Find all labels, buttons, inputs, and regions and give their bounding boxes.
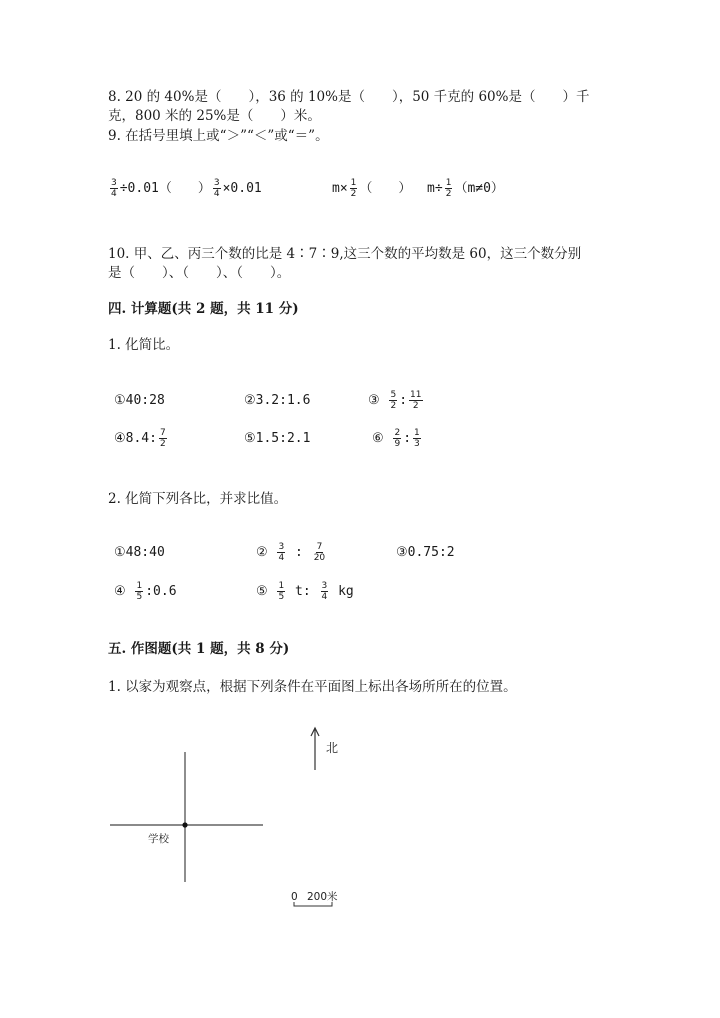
numerator: 3	[278, 542, 285, 552]
denominator: 4	[213, 189, 220, 199]
expr-text: ④8.4:	[114, 430, 157, 446]
numerator: 1	[414, 428, 420, 438]
numerator: 7	[316, 542, 323, 552]
numerator: 7	[159, 428, 166, 438]
s4p1-item5: ⑤1.5:2.1	[244, 431, 311, 446]
numerator: 11	[410, 390, 422, 400]
denominator: 20	[313, 553, 326, 563]
expr-text: （ ） m÷	[359, 180, 443, 196]
numerator: 1	[136, 581, 143, 591]
denominator: 3	[414, 439, 420, 449]
expr-text: :	[399, 392, 408, 408]
expr-text: ÷0.01（ ）	[119, 180, 211, 196]
s4p2-item1: ①48:40	[114, 545, 165, 560]
s4p1-item1: ①40:28	[114, 393, 165, 408]
numerator: 1	[350, 178, 357, 188]
expr-text: ⑤	[256, 583, 268, 599]
denominator: 4	[111, 189, 117, 199]
q10-line2: 是（ ）、（ ）、（ ）。	[108, 265, 291, 281]
numerator: 1	[445, 178, 452, 188]
q10-line1: 10. 甲、乙、丙三个数的比是 4∶7∶9,这三个数的平均数是 60，这三个数分别	[108, 246, 582, 262]
s4p1-item2: ②3.2:1.6	[244, 393, 311, 408]
expr-text: kg	[338, 583, 354, 599]
q8-line2: 克，800 米的 25%是（ ）米。	[108, 108, 321, 124]
numerator: 5	[390, 390, 397, 400]
scale-label: 200米	[307, 891, 338, 903]
section4-p2-label: 2. 化简下列各比，并求比值。	[108, 491, 288, 507]
denominator: 9	[394, 439, 401, 449]
numerator: 3	[213, 178, 220, 188]
denominator: 4	[321, 592, 328, 602]
school-point	[182, 822, 187, 827]
denominator: 2	[159, 439, 166, 449]
expr-text: :	[403, 430, 412, 446]
expr-text: :0.6	[145, 583, 177, 599]
numerator: 1	[278, 581, 285, 591]
section4-p1-label: 1. 化简比。	[108, 337, 180, 353]
section5-p1-label: 1. 以家为观察点，根据下列条件在平面图上标出各场所所在的位置。	[108, 679, 517, 695]
north-label: 北	[326, 741, 339, 755]
denominator: 2	[412, 401, 419, 411]
scale-zero: 0	[291, 891, 298, 903]
numerator: 3	[321, 581, 328, 591]
q9-instruction: 9. 在括号里填上或“＞”“＜”或“＝”。	[108, 128, 329, 144]
expr-text: ×0.01	[222, 180, 262, 196]
expr-text: ④	[114, 583, 126, 599]
numerator: 2	[394, 428, 401, 438]
expr-text: m×	[332, 180, 348, 196]
numerator: 3	[111, 178, 117, 188]
denominator: 5	[136, 592, 143, 602]
expr-text: ③	[368, 392, 380, 408]
denominator: 2	[390, 401, 397, 411]
s4p2-item3: ③0.75:2	[396, 545, 455, 560]
denominator: 2	[445, 189, 452, 199]
q8-line1: 8. 20 的 40%是（ ），36 的 10%是（ ），50 千克的 60%是（ ）千	[108, 89, 590, 105]
denominator: 2	[350, 189, 357, 199]
section4-title: 四. 计算题(共 2 题，共 11 分)	[108, 301, 299, 317]
denominator: 5	[278, 592, 285, 602]
expr-text: ⑥	[372, 430, 384, 446]
expr-text: t:	[295, 583, 311, 599]
expr-text: ②	[256, 544, 268, 560]
denominator: 4	[278, 553, 285, 563]
section5-title: 五. 作图题(共 1 题，共 8 分)	[108, 641, 290, 657]
school-label: 学校	[148, 833, 169, 845]
expr-text: （m≠0）	[454, 180, 504, 196]
expr-text: :	[295, 544, 303, 560]
